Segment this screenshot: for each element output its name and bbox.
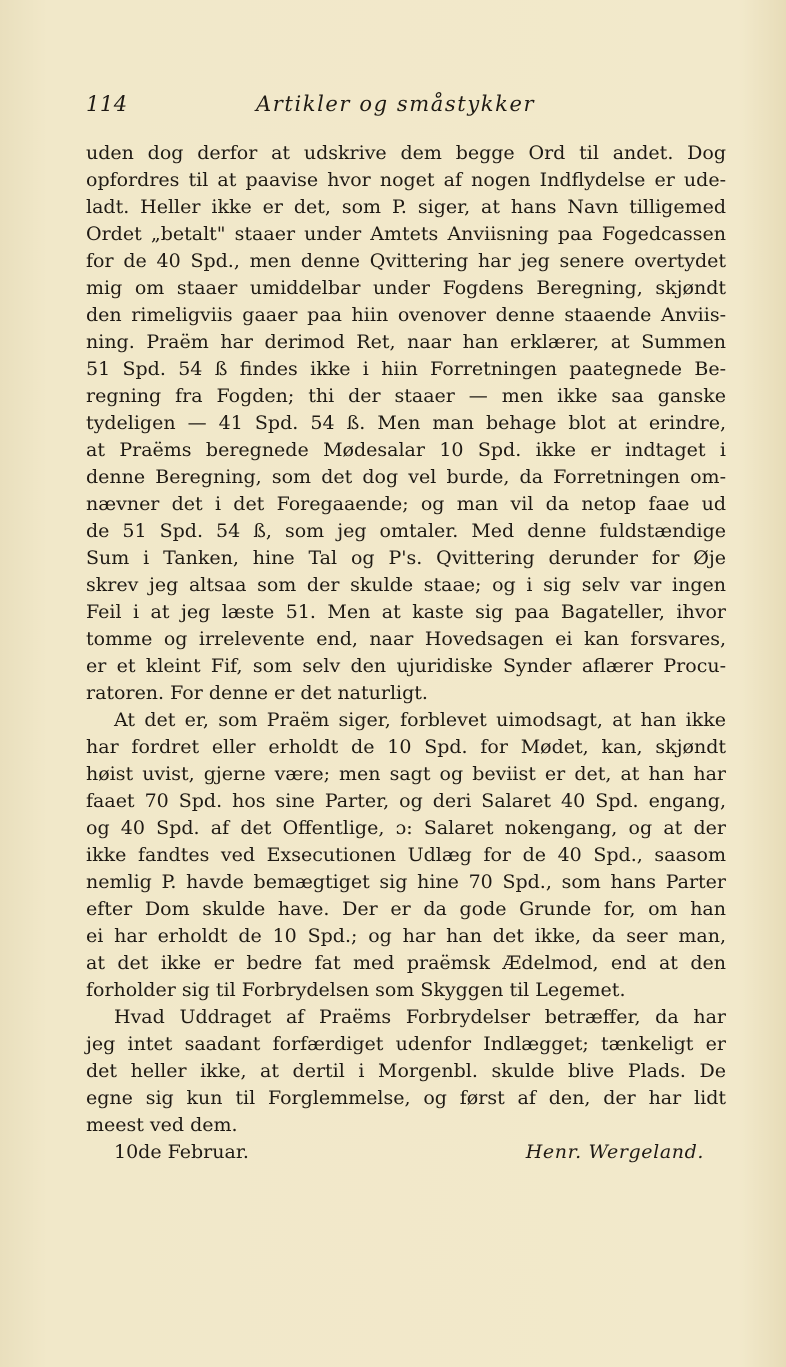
letter-date: 10de Februar. xyxy=(114,1141,249,1163)
text-line: de 51 Spd. 54 ß, som jeg omtaler. Med denne fuldstændige xyxy=(86,520,726,542)
signoff xyxy=(86,1139,726,1166)
text-line: ning. Praëm har derimod Ret, naar han erklærer, at Summen xyxy=(86,331,726,353)
page-number: 114 xyxy=(86,92,128,116)
page-header xyxy=(86,92,726,122)
text-line: ei har erholdt de 10 Spd.; og har han det ikke, da seer man, xyxy=(86,925,726,947)
author-signature: Henr. Wergeland. xyxy=(525,1141,704,1163)
text-line: meest ved dem. xyxy=(86,1114,238,1136)
text-line: 51 Spd. 54 ß findes ikke i hiin Forretningen paategnede Be- xyxy=(86,358,726,380)
text-line: for de 40 Spd., men denne Qvittering har jeg senere overtydet xyxy=(86,250,726,272)
paragraph xyxy=(86,707,726,1004)
text-line: efter Dom skulde have. Der er da gode Grunde for, om han xyxy=(86,898,726,920)
text-line: uden dog derfor at udskrive dem begge Ord til andet. Dog xyxy=(86,142,726,164)
text-line: regning fra Fogden; thi der staaer — men ikke saa ganske xyxy=(86,385,726,407)
text-line: at Praëms beregnede Mødesalar 10 Spd. ikke er indtaget i xyxy=(86,439,726,461)
text-line: tomme og irrelevente end, naar Hovedsagen ei kan forsvares, xyxy=(86,628,726,650)
paragraphs xyxy=(86,140,726,1139)
text-line: opfordres til at paavise hvor noget af nogen Indflydelse er ude- xyxy=(86,169,726,191)
text-line: Ordet „betalt" staaer under Amtets Anviisning paa Fogedcassen xyxy=(86,223,726,245)
text-line: nævner det i det Foregaaende; og man vil da netop faae ud xyxy=(86,493,726,515)
running-title: Artikler og småstykker xyxy=(256,92,536,116)
text-line: Sum i Tanken, hine Tal og P's. Qvittering derunder for Øje xyxy=(86,547,726,569)
text-line: denne Beregning, som det dog vel burde, da Forretningen om- xyxy=(86,466,726,488)
text-line: faaet 70 Spd. hos sine Parter, og deri Salaret 40 Spd. engang, xyxy=(86,790,726,812)
text-line: tydeligen — 41 Spd. 54 ß. Men man behage blot at erindre, xyxy=(86,412,726,434)
text-line: skrev jeg altsaa som der skulde staae; og i sig selv var ingen xyxy=(86,574,726,596)
text-line: forholder sig til Forbrydelsen som Skyggen til Legemet. xyxy=(86,979,626,1001)
text-line: har fordret eller erholdt de 10 Spd. for Mødet, kan, skjøndt xyxy=(86,736,726,758)
paragraph xyxy=(86,140,726,707)
text-line: er et kleint Fif, som selv den ujuridiske Synder aflærer Procu- xyxy=(86,655,726,677)
text-line: mig om staaer umiddelbar under Fogdens Beregning, skjøndt xyxy=(86,277,726,299)
text-line: høist uvist, gjerne være; men sagt og beviist er det, at han har xyxy=(86,763,726,785)
text-line: Hvad Uddraget af Praëms Forbrydelser betræffer, da har xyxy=(114,1006,726,1028)
text-line: ratoren. For denne er det naturligt. xyxy=(86,682,428,704)
paragraph xyxy=(86,1004,726,1139)
text-line: nemlig P. havde bemægtiget sig hine 70 Spd., som hans Parter xyxy=(86,871,726,893)
text-line: det heller ikke, at dertil i Morgenbl. skulde blive Plads. De xyxy=(86,1060,726,1082)
text-line: at det ikke er bedre fat med praëmsk Ædelmod, end at den xyxy=(86,952,726,974)
text-line: At det er, som Praëm siger, forblevet uimodsagt, at han ikke xyxy=(114,709,726,731)
text-line: og 40 Spd. af det Offentlige, ɔ: Salaret nokengang, og at der xyxy=(86,817,726,839)
text-line: ladt. Heller ikke er det, som P. siger, at hans Navn tilligemed xyxy=(86,196,726,218)
text-line: jeg intet saadant forfærdiget udenfor Indlægget; tænkeligt er xyxy=(86,1033,726,1055)
text-line: den rimeligviis gaaer paa hiin ovenover denne staaende Anviis- xyxy=(86,304,726,326)
text-line: egne sig kun til Forglemmelse, og først af den, der har lidt xyxy=(86,1087,726,1109)
text-line: Feil i at jeg læste 51. Men at kaste sig paa Bagateller, ihvor xyxy=(86,601,726,623)
article-body xyxy=(86,140,726,1166)
text-line: ikke fandtes ved Exsecutionen Udlæg for de 40 Spd., saasom xyxy=(86,844,726,866)
